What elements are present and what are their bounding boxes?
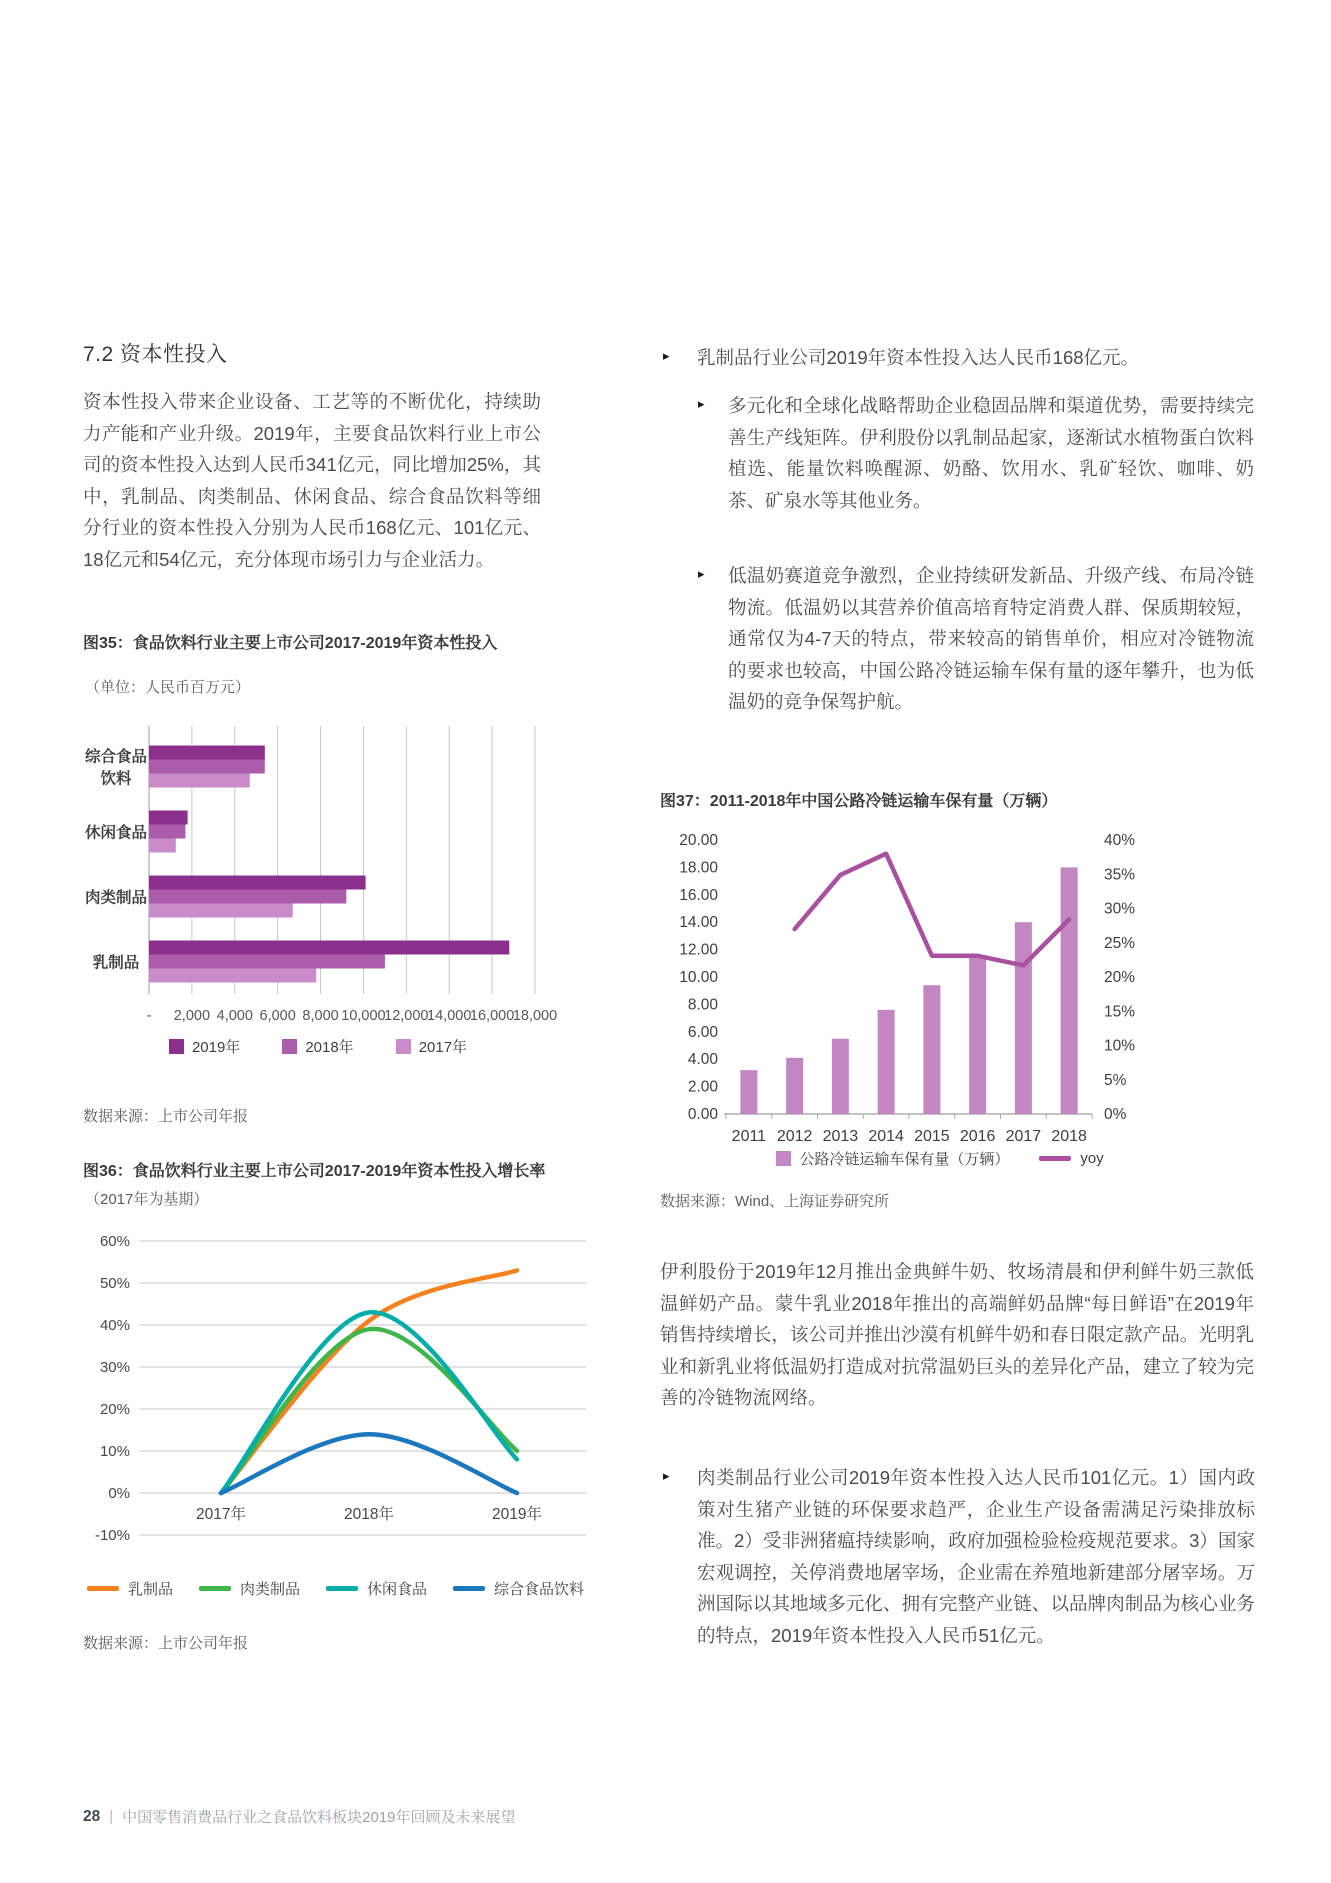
legend-label: 公路冷链运输车保有量（万辆） <box>799 1151 1010 1168</box>
page-footer <box>83 1806 1253 1827</box>
svg-text:5%: 5% <box>1104 1071 1127 1089</box>
legend-label: 肉类制品 <box>239 1581 300 1598</box>
svg-text:16.00: 16.00 <box>679 886 718 904</box>
fig37-chart <box>660 826 1160 1148</box>
svg-text:40%: 40% <box>99 1317 130 1334</box>
sub-bullet-diversification-text: 多元化和全球化战略帮助企业稳固品牌和渠道优势，需要持续完善生产线矩阵。伊利股份以乳制品起家，逐渐试水植物蛋白饮料植选、能量饮料唤醒源、奶酪、饮用水、乳矿轻饮、咖啡、奶茶、矿泉水等其他业务。 <box>728 395 1254 511</box>
svg-text:休闲食品: 休闲食品 <box>84 824 148 842</box>
svg-text:2016: 2016 <box>959 1128 996 1145</box>
svg-text:2017: 2017 <box>1005 1128 1042 1145</box>
svg-text:8.00: 8.00 <box>687 996 718 1014</box>
footer-doc-title: 中国零售消费品行业之食品饮料板块2019年回顾及未来展望 <box>122 1809 516 1826</box>
svg-text:20.00: 20.00 <box>679 832 718 849</box>
svg-text:-: - <box>146 1008 152 1024</box>
legend-item <box>776 1148 1009 1169</box>
legend-line-swatch-icon <box>326 1586 358 1591</box>
legend-label: 2018年 <box>305 1039 354 1056</box>
svg-text:2015: 2015 <box>914 1128 950 1145</box>
legend-item <box>87 1578 173 1599</box>
legend-square-swatch-icon <box>396 1039 411 1054</box>
fig36-source: 数据来源：上市公司年报 <box>83 1635 249 1652</box>
svg-text:20%: 20% <box>99 1401 130 1418</box>
svg-text:12.00: 12.00 <box>679 941 718 959</box>
sub-bullet-fresh-milk <box>698 560 1254 718</box>
legend-item <box>282 1036 353 1057</box>
svg-text:10%: 10% <box>1104 1037 1136 1055</box>
intro-paragraph: 资本性投入带来企业设备、工艺等的不断优化，持续助力产能和产业升级。2019年，主要食品饮料行业上市公司的资本性投入达到人民币341亿元，同比增加25%，其中，乳制品、肉类制品、休闲食品、综合食品饮料等细分行业的资本性投入分别为人民币168亿元、101亿元、18亿元和54亿元，充分体现市场引力与企业活力。 <box>83 391 541 570</box>
svg-text:16,000: 16,000 <box>469 1008 515 1024</box>
svg-text:肉类制品: 肉类制品 <box>84 889 148 907</box>
legend-square-swatch-icon <box>169 1039 184 1054</box>
fig37-title: 图37：2011-2018年中国公路冷链运输车保有量（万辆） <box>660 793 1058 810</box>
legend-label: yoy <box>1080 1150 1104 1167</box>
legend-line-swatch-icon <box>453 1586 485 1591</box>
svg-text:0%: 0% <box>1104 1106 1127 1123</box>
fig35-chart <box>83 716 573 1028</box>
legend-line-swatch-icon <box>1039 1156 1071 1161</box>
sub-bullet-fresh-milk-text: 低温奶赛道竞争激烈，企业持续研发新品、升级产线、布局冷链物流。低温奶以其营养价值高培育特定消费人群、保质期较短，通常仅为4-7天的特点，带来较高的销售单价，相应对冷链物流的要求也较高，中国公路冷链运输车保有量的逐年攀升，也为低温奶的竞争保驾护航。 <box>728 565 1254 712</box>
svg-text:30%: 30% <box>1104 900 1136 918</box>
svg-text:2014: 2014 <box>868 1128 904 1145</box>
fig35-unit: （单位：人民币百万元） <box>85 679 251 696</box>
fresh-milk-paragraph: 伊利股份于2019年12月推出金典鲜牛奶、牧场清晨和伊利鲜牛奶三款低温鲜奶产品。蒙牛乳业2018年推出的高端鲜奶品牌“每日鲜语”在2019年销售持续增长，该公司并推出沙漠有机鲜牛奶和春日限定款产品。光明乳业和新乳业将低温奶打造成对抗常温奶巨头的差异化产品，建立了较为完善的冷链物流网络。 <box>660 1261 1254 1408</box>
svg-text:25%: 25% <box>1104 934 1136 952</box>
legend-label: 2019年 <box>191 1039 241 1056</box>
svg-text:2017年: 2017年 <box>196 1506 246 1523</box>
svg-text:14.00: 14.00 <box>679 914 718 932</box>
svg-text:35%: 35% <box>1104 866 1136 884</box>
section-heading: 7.2 资本性投入 <box>83 343 228 366</box>
legend-item <box>326 1578 427 1599</box>
legend-item <box>1039 1150 1103 1167</box>
svg-text:30%: 30% <box>99 1359 130 1376</box>
fig36-legend <box>83 1578 588 1599</box>
legend-label: 休闲食品 <box>367 1581 428 1598</box>
svg-text:2011: 2011 <box>731 1128 767 1145</box>
legend-label: 2017年 <box>418 1039 468 1056</box>
legend-item <box>396 1036 467 1057</box>
bullet-dairy-capex <box>663 342 1255 374</box>
legend-square-swatch-icon <box>776 1151 791 1166</box>
fig36-subtitle: （2017年为基期） <box>85 1191 209 1208</box>
svg-text:8,000: 8,000 <box>302 1008 339 1024</box>
svg-text:14,000: 14,000 <box>427 1008 472 1024</box>
svg-text:乳制品: 乳制品 <box>92 954 140 972</box>
bullet-triangle-icon: ▸ <box>698 566 705 581</box>
fig35-legend <box>83 1036 553 1057</box>
svg-text:15%: 15% <box>1104 1003 1136 1021</box>
legend-item <box>199 1578 300 1599</box>
fig36-title: 图36：食品饮料行业主要上市公司2017-2019年资本性投入增长率 <box>83 1163 546 1180</box>
svg-text:10.00: 10.00 <box>679 969 718 986</box>
svg-text:2012: 2012 <box>776 1128 813 1145</box>
page-number: 28 <box>83 1807 101 1825</box>
svg-text:10%: 10% <box>99 1443 130 1460</box>
svg-text:综合食品饮料: 综合食品饮料 <box>84 748 148 788</box>
svg-text:20%: 20% <box>1104 969 1136 986</box>
svg-text:40%: 40% <box>1104 832 1136 849</box>
svg-text:12,000: 12,000 <box>384 1008 429 1024</box>
fig36-chart <box>83 1224 588 1546</box>
legend-line-swatch-icon <box>199 1586 231 1591</box>
fig37-source: 数据来源：Wind、上海证券研究所 <box>660 1193 890 1210</box>
legend-item <box>453 1578 584 1599</box>
bullet-meat-capex <box>663 1462 1255 1651</box>
legend-square-swatch-icon <box>282 1039 297 1054</box>
svg-text:0.00: 0.00 <box>687 1106 718 1123</box>
svg-text:2013: 2013 <box>822 1128 859 1145</box>
svg-text:50%: 50% <box>99 1275 130 1292</box>
fig35-source: 数据来源：上市公司年报 <box>83 1108 249 1125</box>
legend-line-swatch-icon <box>87 1586 119 1591</box>
bullet-meat-capex-text: 肉类制品行业公司2019年资本性投入达人民币101亿元。1）国内政策对生猪产业链的环保要求趋严，企业生产设备需满足污染排放标准。2）受非洲猪瘟持续影响，政府加强检验检疫规范要求。3）国家宏观调控，关停消费地屠宰场，企业需在养殖地新建部分屠宰场。万洲国际以其地域多元化、拥有完整产业链、以品牌肉制品为核心业务的特点，2019年资本性投入人民币51亿元。 <box>697 1467 1255 1646</box>
fig35-title: 图35：食品饮料行业主要上市公司2017-2019年资本性投入 <box>83 635 498 652</box>
footer-separator: | <box>109 1808 114 1825</box>
legend-label: 综合食品饮料 <box>494 1581 585 1598</box>
svg-text:2.00: 2.00 <box>687 1078 718 1096</box>
svg-text:-10%: -10% <box>94 1527 130 1544</box>
svg-text:6.00: 6.00 <box>687 1023 718 1041</box>
fig37-legend <box>660 1148 1220 1169</box>
svg-text:18,000: 18,000 <box>512 1008 558 1024</box>
svg-text:4,000: 4,000 <box>216 1008 253 1024</box>
svg-text:10,000: 10,000 <box>341 1008 386 1024</box>
legend-item <box>169 1036 240 1057</box>
svg-text:2018年: 2018年 <box>344 1506 394 1523</box>
svg-text:2,000: 2,000 <box>173 1008 211 1024</box>
legend-label: 乳制品 <box>127 1581 173 1598</box>
svg-text:2019年: 2019年 <box>492 1506 542 1523</box>
svg-text:60%: 60% <box>99 1233 130 1250</box>
bullet-dairy-capex-text: 乳制品行业公司2019年资本性投入达人民币168亿元。 <box>697 347 1140 368</box>
sub-bullet-diversification <box>698 390 1254 516</box>
svg-text:0%: 0% <box>108 1485 130 1502</box>
svg-text:2018: 2018 <box>1051 1128 1087 1145</box>
svg-text:4.00: 4.00 <box>687 1051 718 1069</box>
svg-text:6,000: 6,000 <box>259 1008 296 1024</box>
bullet-triangle-icon: ▸ <box>698 396 705 411</box>
bullet-triangle-icon: ▸ <box>663 348 670 363</box>
bullet-triangle-icon: ▸ <box>663 1468 670 1483</box>
svg-text:18.00: 18.00 <box>679 859 718 877</box>
